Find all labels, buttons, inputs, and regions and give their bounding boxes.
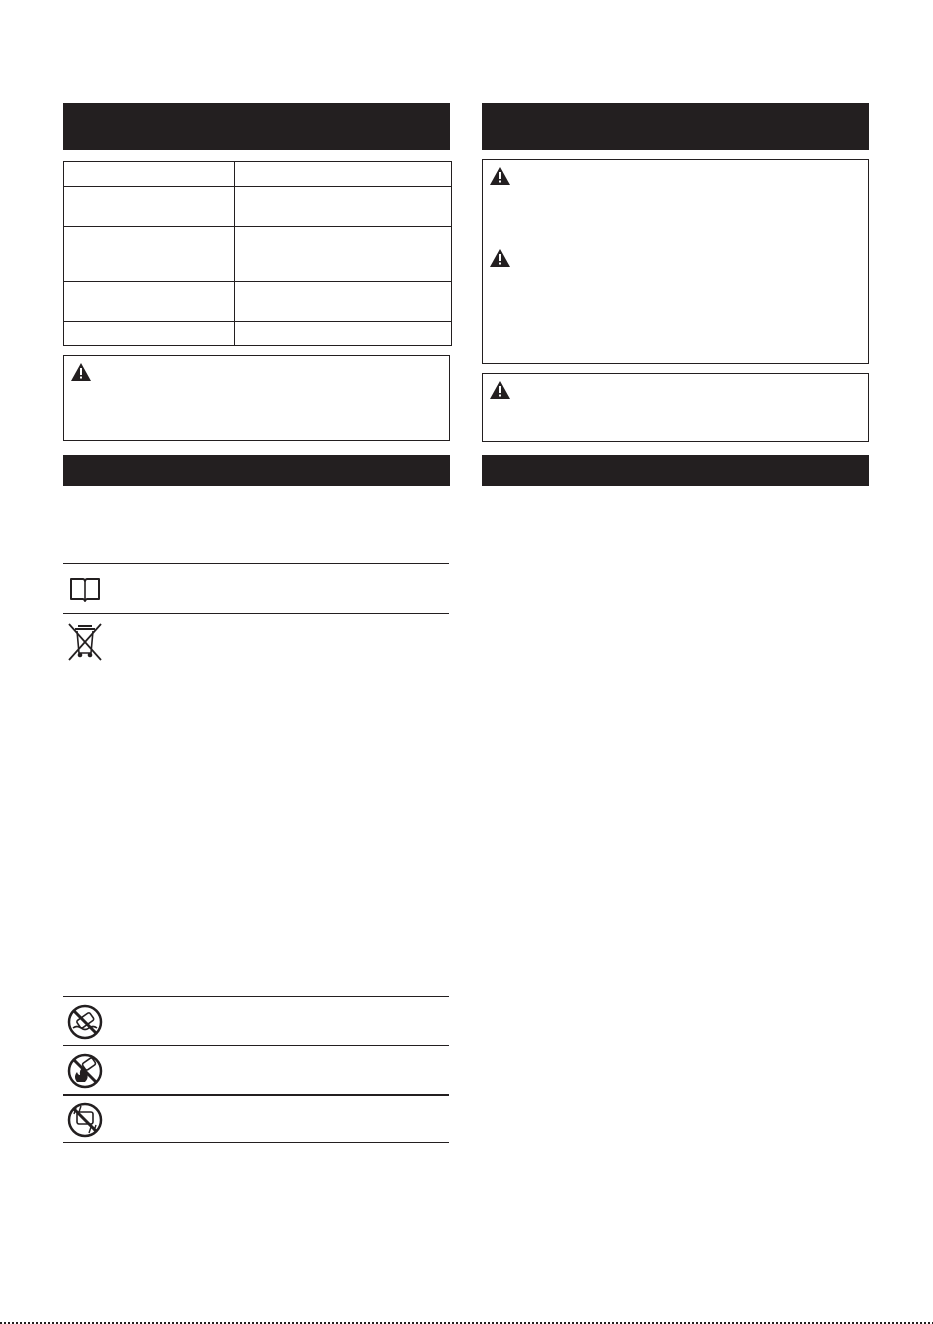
symbol-row-divider bbox=[63, 1094, 449, 1096]
warning-triangle-icon bbox=[489, 166, 511, 186]
warning-triangle-icon bbox=[489, 380, 511, 400]
specifications-header-bar bbox=[63, 103, 450, 150]
symbols-header-bar bbox=[63, 455, 450, 486]
symbol-row-divider bbox=[63, 1142, 449, 1143]
read-manual-book-icon bbox=[65, 570, 105, 610]
crossed-out-wheelie-bin-icon bbox=[65, 620, 105, 664]
warning-triangle-icon bbox=[489, 248, 511, 268]
symbol-row-divider bbox=[63, 563, 449, 564]
table-column-divider bbox=[234, 162, 235, 345]
symbol-row-divider bbox=[63, 996, 449, 997]
specifications-table bbox=[63, 161, 452, 346]
table-row-divider bbox=[64, 321, 451, 322]
no-water-exposure-icon bbox=[65, 1002, 105, 1042]
no-rain-exposure-icon bbox=[65, 1100, 105, 1140]
warning-box bbox=[63, 355, 450, 441]
safety-header-bar bbox=[482, 103, 869, 150]
warning-triangle-icon bbox=[70, 362, 92, 382]
symbol-row-divider bbox=[63, 613, 449, 614]
table-row-divider bbox=[64, 226, 451, 227]
no-fire-exposure-icon bbox=[65, 1051, 105, 1091]
safety-warning-box bbox=[482, 159, 869, 364]
section-header-bar bbox=[482, 455, 869, 486]
symbol-row-divider bbox=[63, 1045, 449, 1046]
table-row-divider bbox=[64, 186, 451, 187]
caution-box bbox=[482, 373, 869, 442]
table-row-divider bbox=[64, 281, 451, 282]
